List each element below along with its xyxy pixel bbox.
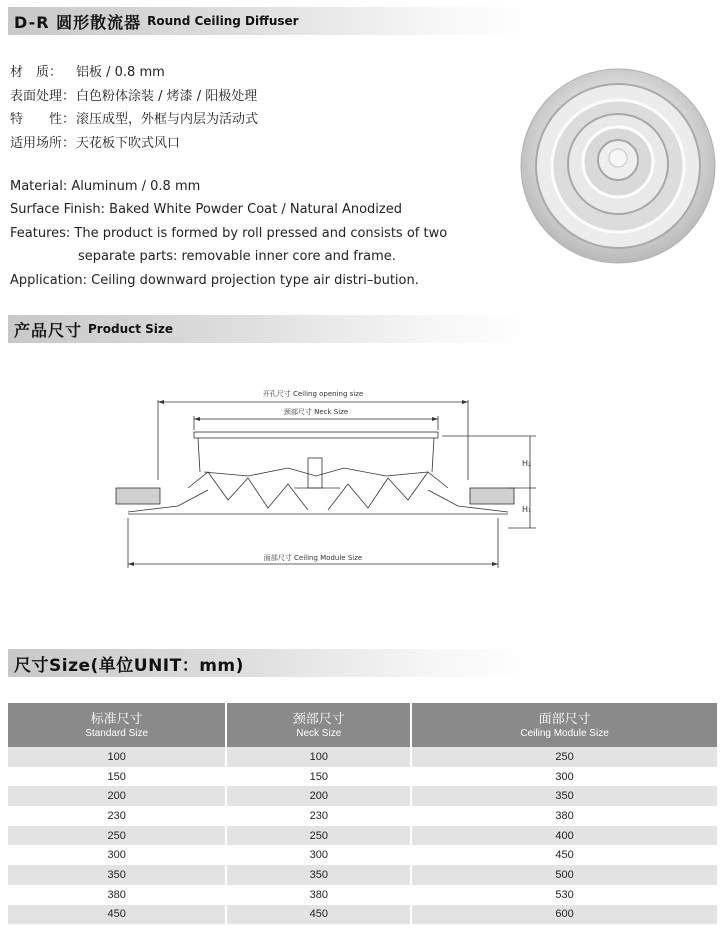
table-row: 100 100 250 xyxy=(8,747,717,767)
spec-features-en-1: Features: The product is formed by roll pressed and consists of two xyxy=(10,226,448,241)
page-title-en: Round Ceiling Diffuser xyxy=(147,14,299,28)
product-size-banner xyxy=(8,315,532,343)
label-h2: H₂ xyxy=(522,459,532,468)
product-size-title-zh: 产品尺寸 xyxy=(14,320,83,340)
page-title-zh: D-R 圆形散流器 xyxy=(14,12,142,32)
spec-material-en: Material: Aluminum / 0.8 mm xyxy=(10,179,201,194)
label-module-size: 面部尺寸 Ceiling Module Size xyxy=(263,554,363,562)
table-row: 200 200 350 xyxy=(8,786,717,806)
table-row: 250 250 400 xyxy=(8,826,717,846)
table-row: 450 450 600 xyxy=(8,905,717,925)
product-size-title-en: Product Size xyxy=(88,322,174,336)
table-header-row xyxy=(8,703,717,747)
label-opening-size: 开孔尺寸 Ceiling opening size xyxy=(262,390,364,398)
spec-features-en-2: separate parts: removable inner core and frame. xyxy=(78,249,396,264)
size-table-banner xyxy=(8,649,532,677)
cross-section-diagram xyxy=(108,380,548,580)
table-row: 350 350 500 xyxy=(8,865,717,885)
table-row: 150 150 300 xyxy=(8,767,717,787)
spec-application-zh: 适用场所：天花板下吹式风口 xyxy=(10,136,181,151)
spec-material-zh: 材 质： 铝板 / 0.8 mm xyxy=(10,65,165,80)
label-h1: H₁ xyxy=(522,505,532,514)
table-row: 230 230 380 xyxy=(8,806,717,826)
table-row: 300 300 450 xyxy=(8,845,717,865)
size-table xyxy=(8,703,717,924)
diffuser-photo xyxy=(518,66,718,266)
spec-finish-en: Surface Finish: Baked White Powder Coat / Natural Anodized xyxy=(10,202,402,217)
spec-features-zh: 特 性：滚压成型，外框与内层为活动式 xyxy=(10,112,259,127)
spec-finish-zh: 表面处理：白色粉体涂装 / 烤漆 / 阳极处理 xyxy=(10,89,258,104)
header-module-size: 面部尺寸 Ceiling Module Size xyxy=(411,703,717,747)
label-neck-size: 颈部尺寸 Neck Size xyxy=(283,408,349,416)
header-neck-size: 颈部尺寸 Neck Size xyxy=(226,703,411,747)
title-banner xyxy=(8,7,532,35)
spec-application-en: Application: Ceiling downward projection type air distri–bution. xyxy=(10,273,419,288)
header-standard-size: 标准尺寸 Standard Size xyxy=(8,703,226,747)
table-row: 380 380 530 xyxy=(8,885,717,905)
size-table-title: 尺寸Size(单位UNIT：mm) xyxy=(14,655,244,676)
